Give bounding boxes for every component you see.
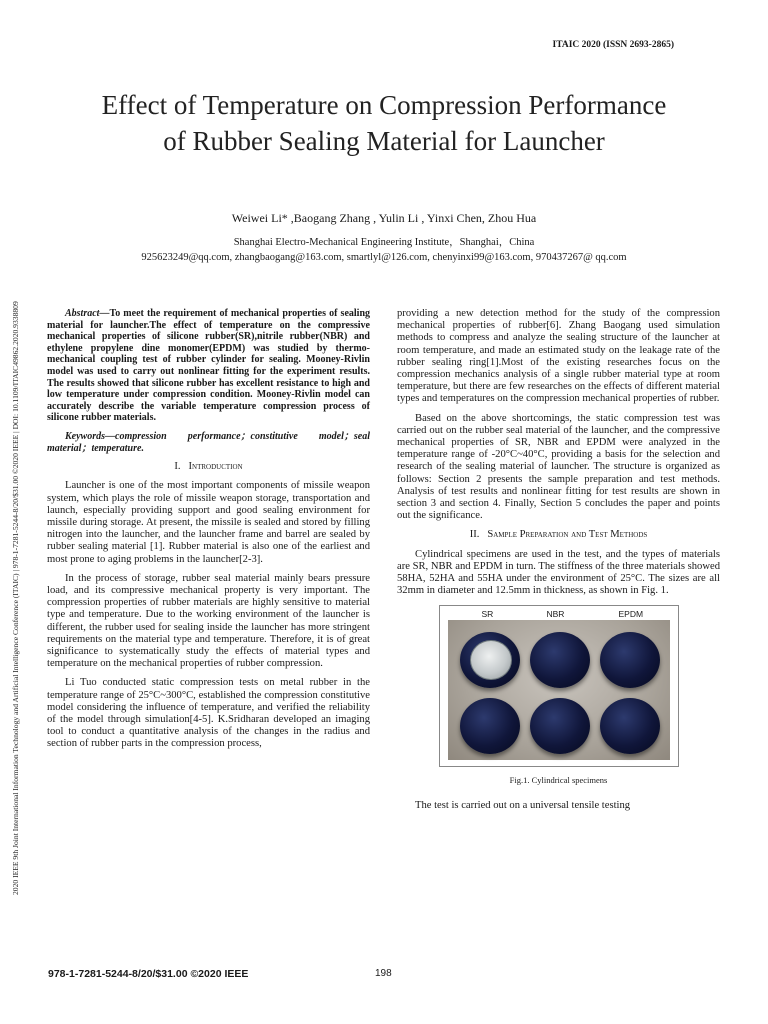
- body-paragraph: providing a new detection method for the study of the compression mechanical properties of rubber[6]. Zhang Baogang used simulation methods to compress and analyze the sealing structure of the launcher at room temperature, and made an estimated study on the leakage rate of the rubber sealing ring[1].Most of the existing researches focus on the compression mechanics analysis of a single rubber material type at room temperature, but there are few researches on the effects of different material types and temperatures on the compression mechanical properties of rubber.: [397, 308, 720, 405]
- rubber-disc: [460, 698, 520, 754]
- section-title: Introduction: [188, 461, 243, 473]
- footer-isbn: 978-1-7281-5244-8/20/$31.00 ©2020 IEEE: [48, 968, 249, 980]
- section-number: II.: [469, 529, 480, 541]
- rubber-disc: [530, 698, 590, 754]
- figure-label-nbr: NBR: [546, 609, 565, 620]
- author-emails: 925623249@qq.com, zhangbaogang@163.com, smartlyl@126.com, chenyinxi99@163.com, 970437267@ qq.com: [141, 252, 627, 263]
- specimen-figure: [439, 605, 679, 767]
- body-paragraph: The test is carried out on a universal tensile testing: [415, 799, 631, 811]
- rubber-disc: [460, 632, 520, 688]
- doi-sidebar: 2020 IEEE 9th Joint International Information Technology and Artificial Intelligence Conference (ITAIC) | 978-1-7281-5244-8/20/$31.00 ©2020 IEEE | DOI: 10.1109/ITAIC49862.2020.9338809: [11, 301, 20, 895]
- figure-caption: Fig.1. Cylindrical specimens: [509, 775, 608, 786]
- abstract: [47, 308, 370, 424]
- section-heading-sample-preparation: [397, 529, 720, 541]
- page-number: 198: [375, 968, 392, 979]
- paper-title: Effect of Temperature on Compression Performance of Rubber Sealing Material for Launcher: [101, 90, 667, 156]
- left-column: [47, 308, 370, 758]
- specimen-photo: [448, 620, 670, 760]
- body-paragraph: Li Tuo conducted static compression tests on metal rubber in the temperature range of 25°C~300°C, established the compression constitutive model considering the influence of temperature, and verified the reliability of the model through simulation[4-5]. K.Sridharan developed an imaging tool to conduct a quantitative analysis of the changes in the radius and section of rubber parts in the compression process,: [47, 677, 370, 750]
- rubber-disc: [600, 632, 660, 688]
- rubber-disc: [530, 632, 590, 688]
- body-paragraph: Launcher is one of the most important components of missile weapon system, which plays the role of missile weapon storage, transportation and launch, especially providing support and good sealing environment for missile during storage. At present, the missile is sealed and stored by filling nitrogen into the launcher, and the launcher frame and barrel are sealed by rubber sealing material [1]. Rubber material is also one of the earliest and most prone to aging problems in the launcher[2-3].: [47, 480, 370, 565]
- figure-label-sr: SR: [481, 609, 494, 620]
- affiliation: Shanghai Electro-Mechanical Engineering Institute，Shanghai，China: [233, 237, 535, 248]
- body-paragraph: In the process of storage, rubber seal material mainly bears pressure load, and its compressive mechanical property is very important. The compression properties of rubber materials are highly sensitive to material type and temperature. Due to the working environment of the launcher is different, the rubber used for sealing inside the launcher has more stringent requirements on the material type and temperature. Therefore, it is of great significance to systematically study the effects of material types and temperature on the mechanical properties of rubber compression.: [47, 572, 370, 670]
- right-column: [397, 308, 720, 819]
- section-title: Sample Preparation and Test Methods: [487, 529, 648, 541]
- abstract-text: To meet the requirement of mechanical properties of sealing material for launcher.The effect of temperature on the compressive mechanical properties of silicone rubber(SR),nitrile rubber(NBR) and ethylene propylene dine monomer(EPDM) was studied by thermo-mechanical coupling test of rubber cylinder for sealing. Mooney-Rivlin model was used to carry out nonlinear fitting for the experiment results. The results showed that silicone rubber has excellent resistance to high and low temperature under compression condition. Mooney-Rivlin model can accurately describe the variable temperature compression process of silicone rubber materials.: [47, 308, 370, 424]
- keywords: Keywords—compression performance；constitutive model；seal material；temperature.: [47, 430, 370, 454]
- coin: [470, 640, 512, 680]
- conference-header: ITAIC 2020 (ISSN 2693-2865): [552, 40, 674, 50]
- section-heading-introduction: [47, 461, 370, 473]
- abstract-lead: Abstract—: [65, 308, 110, 319]
- authors: Weiwei Li* ,Baogang Zhang , Yulin Li , Yinxi Chen, Zhou Hua: [231, 211, 537, 225]
- figure-label-epdm: EPDM: [618, 609, 644, 620]
- section-number: I.: [174, 461, 181, 473]
- body-paragraph: Cylindrical specimens are used in the test, and the types of materials are SR, NBR and EPDM in turn. The stiffness of the three materials showed 58HA, 52HA and 55HA under the environment of 25°C. The sizes are all 32mm in diameter and 12.5mm in thickness, as shown in Fig. 1.: [397, 548, 720, 597]
- body-paragraph: Based on the above shortcomings, the static compression test was carried out on the rubber seal material of the launcher, and the compressive mechanical properties of SR, NBR and EPDM were analyzed in the temperature range of -20°C~40°C, providing a basis for the selection and research of the sealing material of launcher. The structure is organized as follows: Section 2 presents the sample preparation and test methods. Analysis of test results and nonlinear fitting for test results are shown in section 3 and section 4. Finally, Section 5 concludes the paper and points out the significance.: [397, 412, 720, 522]
- rubber-disc: [600, 698, 660, 754]
